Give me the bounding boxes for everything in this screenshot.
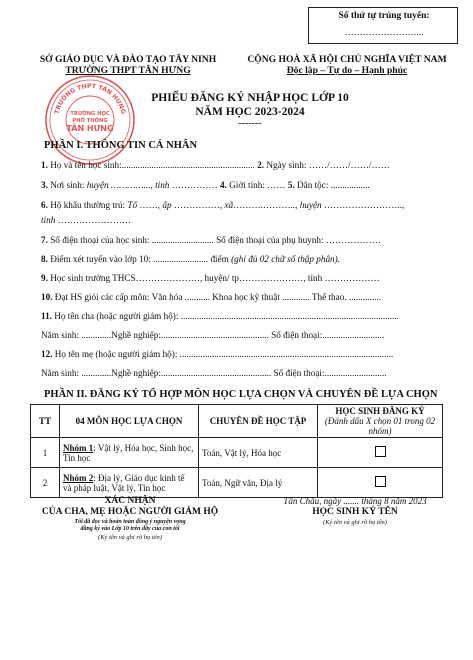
field-father-name[interactable]	[41, 311, 399, 321]
parent-signature-area[interactable]	[60, 548, 200, 628]
row-register	[318, 468, 443, 498]
field-label: Năm sinh: .............Nghề nghiệp:................................................ Số điện thoại:...........................	[41, 368, 387, 378]
field-label: Điểm xét tuyển vào lớp 10: ........................ điểm	[47, 254, 232, 264]
field-label: ……………,	[171, 200, 225, 210]
group-label: Nhóm 2	[63, 472, 94, 483]
table-header-row	[31, 405, 443, 438]
field-excellent-student[interactable]	[41, 292, 381, 302]
field-admission-score[interactable]	[41, 254, 340, 264]
field-label: ấp	[162, 200, 172, 210]
field-label: tỉnh	[41, 215, 56, 225]
field-mother-name[interactable]	[41, 349, 393, 359]
field-father-details[interactable]	[41, 330, 384, 340]
field-label: huyện …………...	[86, 180, 151, 190]
field-phone-numbers[interactable]	[41, 235, 381, 245]
stamp-arc-text: TRƯỜNG THPT TÂN HƯNG	[53, 82, 127, 115]
group-1-checkbox[interactable]	[375, 446, 386, 457]
department-name: SỞ GIÁO DỤC VÀ ĐÀO TẠO TÂY NINH	[39, 54, 217, 65]
col-header-tt: TT	[31, 405, 60, 438]
field-number: 5.	[287, 180, 295, 190]
field-number: 1.	[41, 160, 48, 170]
field-mother-details[interactable]	[41, 368, 387, 378]
parent-confirm-title: XÁC NHẬN	[104, 496, 156, 506]
field-label: Ngày sinh: ……/……/……/……	[264, 160, 390, 170]
field-label: Họ tên mẹ (hoặc người giám hộ): .............................................................................................	[52, 349, 394, 359]
field-number: 6.	[41, 200, 48, 210]
field-label: Nơi sinh:	[47, 180, 87, 190]
sign-date-line: Tân Châu, ngày ....... tháng 8 năm 2023	[283, 496, 427, 506]
row-register	[318, 438, 443, 468]
field-label: Họ và tên học sinh:..........................................................	[47, 160, 258, 170]
field-label: ……………	[169, 180, 220, 190]
parent-consent-note-1: Tôi đã đọc và hoàn toàn đồng ý nguyện vọng	[74, 519, 186, 525]
stamp-center-line1: TRƯỜNG HỌC	[70, 111, 110, 117]
group-label: Nhóm 1	[63, 442, 94, 453]
student-sign-title: HỌC SINH KÝ TÊN	[312, 507, 398, 517]
row-tt: 1	[31, 438, 60, 468]
parent-confirm-subtitle: CỦA CHA, MẸ HOẶC NGƯỜI GIÁM HỘ	[41, 507, 219, 517]
title-divider: -------	[238, 118, 262, 129]
row-topics: Toán, Ngữ văn, Địa lý	[199, 468, 318, 498]
field-previous-school[interactable]	[41, 273, 380, 283]
field-label: Học sinh trường THCS…………………, huyện/ tp…………………, tỉnh ………………	[47, 273, 380, 283]
col-header-subjects: 04 MÔN HỌC LỰA CHỌN	[60, 405, 199, 438]
field-label: tỉnh	[155, 180, 170, 190]
field-number: 12.	[41, 349, 53, 359]
field-label: Số điện thoại của phụ huynh: ………………	[216, 235, 381, 245]
stamp-center-line2: PHỔ THÔNG	[72, 118, 108, 124]
field-number: 8.	[41, 254, 48, 264]
row-subjects	[60, 438, 199, 468]
field-note: (ghi đủ 02 chữ số thập phân).	[231, 254, 340, 264]
parent-sign-instruction: (Ký tên và ghi rõ họ tên)	[98, 534, 162, 541]
table-row	[31, 438, 443, 468]
col-header-register-note: (Đánh dấu X chọn 01 trong 02 nhóm)	[324, 416, 436, 436]
field-label: Số điện thoại của học sinh: ...........................	[47, 235, 217, 245]
field-label: ……………………..,	[321, 200, 405, 210]
field-name-dob[interactable]	[41, 160, 390, 170]
serial-number-box	[308, 7, 458, 44]
section-1-heading: PHẦN I. THÔNG TIN CÁ NHÂN	[44, 140, 198, 151]
section-2-heading: PHẦN II. ĐĂNG KÝ TỔ HỢP MÔN HỌC LỰA CHỌN VÀ CHUYÊN ĐỀ LỰA CHỌN	[44, 389, 438, 400]
field-permanent-address-province[interactable]	[41, 215, 131, 225]
parent-consent-note-2: đăng ký vào Lớp 10 trên đây của con tôi	[80, 526, 180, 532]
field-permanent-address[interactable]	[41, 200, 404, 210]
national-motto: Độc lập – Tự do – Hạnh phúc	[286, 65, 408, 76]
form-title: PHIẾU ĐĂNG KÝ NHẬP HỌC LỚP 10	[151, 92, 349, 104]
field-birthplace-gender-ethnic[interactable]	[41, 180, 370, 190]
field-label: Giới tính: ……	[226, 180, 288, 190]
field-label: Tổ	[127, 200, 138, 210]
table-row	[31, 468, 443, 498]
national-title: CỘNG HOÀ XÃ HỘI CHỦ NGHĨA VIỆT NAM	[247, 54, 447, 65]
field-number: 7.	[41, 235, 48, 245]
subject-selection-table	[30, 404, 443, 498]
col-header-register	[318, 405, 443, 438]
field-label: ,	[150, 180, 156, 190]
field-label: Dân tộc: .................	[294, 180, 370, 190]
row-subjects	[60, 468, 199, 498]
subject-list: : Vật lý, Hóa học, Sinh học, Tin học	[63, 442, 194, 463]
field-number: 11.	[41, 311, 52, 321]
field-label: ……,	[137, 200, 163, 210]
serial-number-label: Số thứ tự trúng tuyển:	[338, 11, 430, 21]
field-label: ……………………	[55, 215, 132, 225]
field-label: xã	[224, 200, 234, 210]
field-label: Năm sinh: .............Nghề nghiệp:............................................... Số điện thoại:...........................	[41, 330, 385, 340]
student-signature-area[interactable]	[290, 534, 420, 624]
field-label: Đạt HS giỏi các cấp môn: Văn hóa ........... Khoa học kỹ thuật ............ Thể thao. ..............	[52, 292, 382, 302]
student-sign-instruction: (Ký tên và ghi rõ họ tên)	[323, 519, 387, 526]
field-number: 9.	[41, 273, 48, 283]
field-label: Họ tên cha (hoặc người giám hộ): ...............................................................................................	[51, 311, 399, 321]
field-number: 3.	[41, 180, 48, 190]
field-label: Hộ khẩu thường trú:	[47, 200, 128, 210]
group-2-checkbox[interactable]	[375, 476, 386, 487]
school-name: TRƯỜNG THPT TÂN HƯNG	[65, 65, 191, 76]
field-number: 2.	[257, 160, 265, 170]
col-header-register-title: HỌC SINH ĐĂNG KÝ	[335, 406, 425, 416]
field-label: ……….………..,	[233, 200, 300, 210]
field-number: 4.	[219, 180, 227, 190]
col-header-topics: CHUYÊN ĐỀ HỌC TẬP	[199, 405, 318, 438]
stamp-center-line3: TÂN HƯNG	[66, 124, 114, 133]
field-number: 10.	[41, 292, 53, 302]
school-year: NĂM HỌC 2023-2024	[195, 106, 305, 118]
subject-list: : Địa lý, Giáo dục kinh tế và pháp luật, Vật lý, Tin học	[63, 472, 185, 493]
row-tt: 2	[31, 468, 60, 498]
field-label: huyện	[299, 200, 322, 210]
serial-number-blank[interactable]: ……………………...	[344, 27, 424, 37]
row-topics: Toán, Vật lý, Hóa học	[199, 438, 318, 468]
